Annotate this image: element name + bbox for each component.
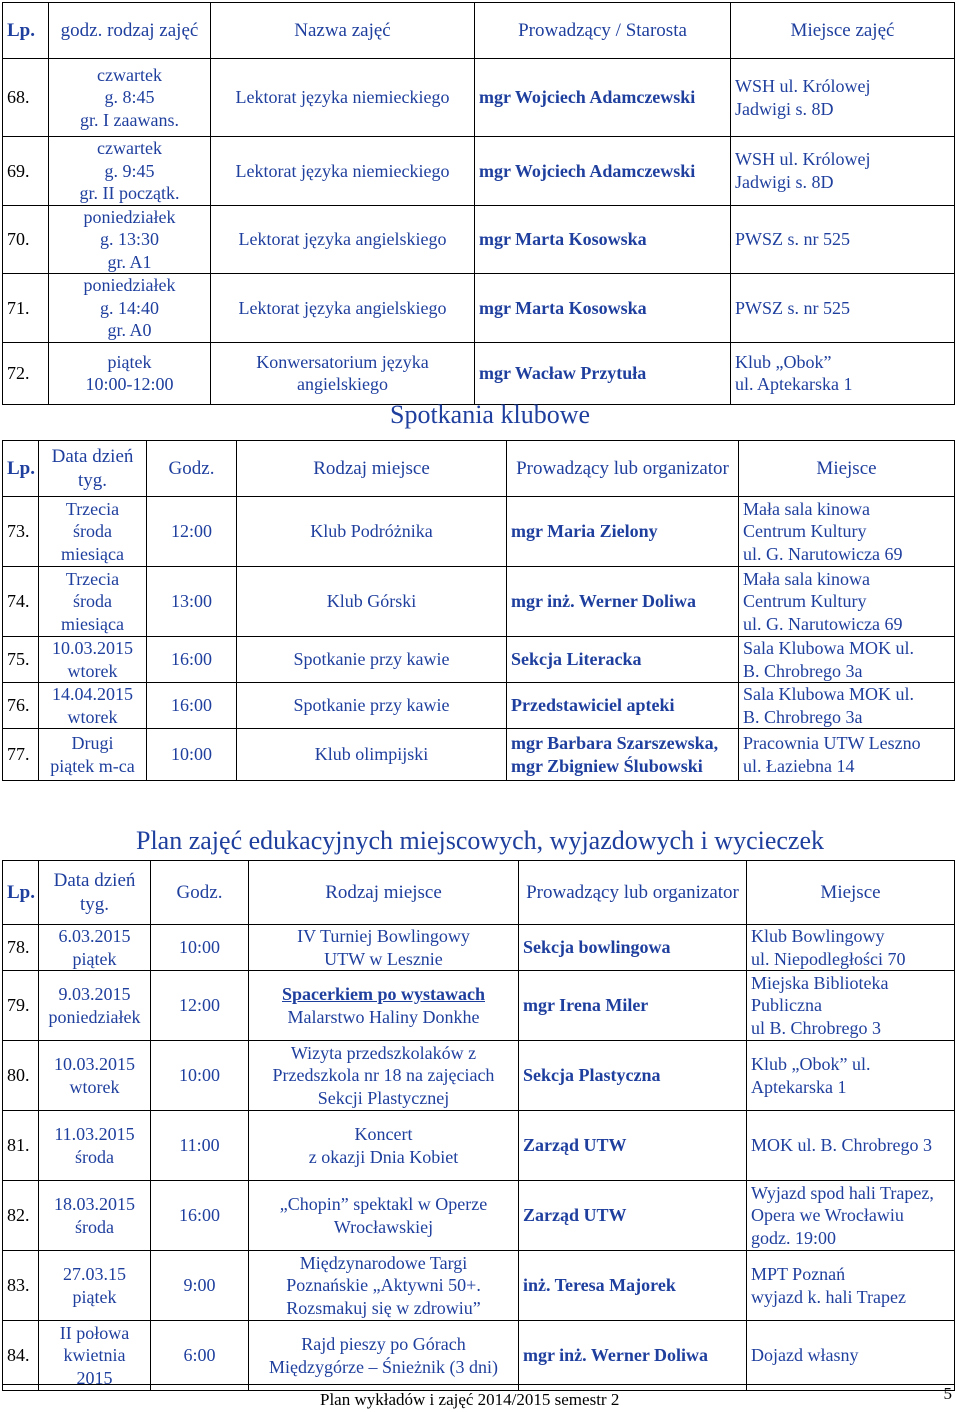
row-date-line: miesiąca [61,613,124,634]
row-when-line: gr. A0 [107,320,152,340]
row-place-line: Miejska Biblioteka [751,972,889,993]
row-course-name: Lektorat języka niemieckiego [211,137,475,206]
language-courses-table [2,2,955,405]
row-place [747,1111,955,1181]
row-when-line: poniedziałek [83,275,176,295]
row-kind [249,925,519,971]
row-when-line: g. 9:45 [104,160,155,181]
row-place-line: WSH ul. Królowej [735,76,871,96]
row-date [39,637,147,683]
row-date [39,1041,151,1111]
row-place-line: ul. Łaziebna 14 [743,755,855,776]
row-teacher: mgr Wacław Przytuła [475,342,731,404]
row-date-line: wtorek [67,706,118,727]
row-when-line: g. 14:40 [99,297,159,318]
table-row [3,1251,955,1321]
row-when-line: gr. A1 [107,251,152,272]
row-date-line: środa [73,521,112,542]
row-teacher: mgr Wojciech Adamczewski [475,59,731,137]
table-row [3,1181,955,1251]
row-time: 11:00 [151,1111,249,1181]
row-place-line: ul. G. Narutowicza 69 [743,613,903,634]
row-kind: Spotkanie przy kawie [237,637,507,683]
row-kind [249,1321,519,1391]
table-row [3,1111,955,1181]
row-date-line: II połowa [59,1322,130,1343]
row-date-line: kwietnia [63,1345,126,1366]
row-place-line: Jadwigi s. 8D [735,98,834,119]
row-kind-line: Rozsmakuj się w zdrowiu” [286,1297,481,1318]
header-kind: Rodzaj miejsce [249,861,519,925]
row-place-line: Sala Klubowa MOK ul. [743,638,914,658]
row-place [747,1251,955,1321]
row-kind-line: Poznańskie „Aktywni 50+. [286,1275,481,1296]
section-title-education-plan: Plan zajęć edukacyjnych miejscowych, wyjazdowych i wycieczek [136,826,824,855]
row-when-line: gr. I zaawans. [80,109,179,130]
row-place-line: MPT Poznań [751,1264,846,1284]
table-row [3,567,955,637]
row-kind-line: Wizyta przedszkolaków z [290,1042,477,1063]
row-place-line: PWSZ s. nr 525 [735,229,851,249]
row-place-line: Publiczna [751,995,822,1016]
row-organizer: Zarząd UTW [519,1181,747,1251]
row-when [49,274,211,343]
row-lp: 82. [3,1181,39,1251]
row-when-line: 10:00-12:00 [85,374,174,394]
row-place-line: Klub „Obok” [735,351,832,372]
row-place [731,137,955,206]
row-date-line: Trzecia [65,498,120,519]
row-kind-line: „Chopin” spektakl w Operze [279,1194,488,1214]
row-date-line: 18.03.2015 [54,1194,135,1214]
row-time: 10:00 [147,729,237,781]
row-place [739,683,955,729]
row-time: 10:00 [151,1041,249,1111]
table-row [3,274,955,343]
header-teacher: Prowadzący / Starosta [475,3,731,59]
header-org: Prowadzący lub organizator [519,861,747,925]
row-date-line: środa [73,591,112,612]
club-meetings-table [2,440,955,781]
row-date [39,1251,151,1321]
row-course-name: Lektorat języka angielskiego [211,274,475,343]
row-place-line: ul. Niepodległości 70 [751,948,906,969]
row-course-name: Konwersatorium języka angielskiego [211,342,475,404]
row-kind-line: Przedszkola nr 18 na zajęciach [272,1065,495,1086]
row-place [739,497,955,567]
row-kind-line: Spacerkiem po wystawach [282,984,485,1004]
row-lp: 74. [3,567,39,637]
table-row [3,1321,955,1391]
row-time: 10:00 [151,925,249,971]
header-place: Miejsce [747,861,955,925]
row-time: 9:00 [151,1251,249,1321]
row-date-line: 6.03.2015 [58,926,131,946]
row-when-line: g. 8:45 [104,87,155,108]
row-place-line: Klub Bowlingowy [751,926,885,946]
row-place-line: godz. 19:00 [751,1227,836,1248]
row-place [747,1321,955,1391]
row-date-line: 10.03.2015 [54,1054,135,1074]
row-place-line: Centrum Kultury [743,591,867,612]
row-kind-line: Międzygórze – Śnieżnik (3 dni) [269,1356,498,1377]
row-teacher: mgr Wojciech Adamczewski [475,137,731,206]
row-place [731,205,955,274]
page-number: 5 [943,1384,952,1403]
row-organizer-line: mgr Zbigniew Ślubowski [511,755,703,776]
row-time: 6:00 [151,1321,249,1391]
row-when-line: poniedziałek [83,206,176,227]
row-organizer [507,497,739,567]
table-row [3,729,955,781]
row-time: 16:00 [151,1181,249,1251]
row-course-name: Lektorat języka niemieckiego [211,59,475,137]
footer-divider [2,1384,954,1385]
row-place [739,729,955,781]
row-lp: 72. [3,342,49,404]
header-when: godz. rodzaj zajęć [49,3,211,59]
row-kind-line: Międzynarodowe Targi [299,1252,468,1273]
row-date-line: wtorek [69,1076,120,1097]
row-date-line: poniedziałek [48,1006,141,1027]
row-date-line: piątek [72,1286,117,1307]
row-place [731,59,955,137]
row-kind-line: Malarstwo Haliny Donkhe [287,1006,480,1027]
row-date-line: piątek [72,948,117,969]
education-trips-table [2,860,955,1391]
row-place-line: B. Chrobrego 3a [743,660,863,681]
row-organizer-line: mgr Barbara Szarszewska, [511,733,719,753]
row-date-line: środa [75,1216,114,1237]
row-place-line: Jadwigi s. 8D [735,171,834,192]
row-teacher: mgr Marta Kosowska [475,205,731,274]
row-place-line: ul B. Chrobrego 3 [751,1017,881,1038]
row-kind-line: Rajd pieszy po Górach [301,1334,466,1354]
row-place-line: ul. Aptekarska 1 [735,374,853,394]
row-lp: 79. [3,971,39,1041]
row-date [39,971,151,1041]
table-header-row [3,441,955,497]
row-when-line: czwartek [97,138,162,158]
table-row [3,637,955,683]
row-place-line: Centrum Kultury [743,521,867,542]
row-organizer-line: Przedstawiciel apteki [511,695,675,716]
table-row [3,59,955,137]
row-lp: 77. [3,729,39,781]
header-lp: Lp. [3,861,39,925]
row-date [39,729,147,781]
row-time: 16:00 [147,637,237,683]
row-place [731,274,955,343]
row-lp: 69. [3,137,49,206]
row-kind [249,1041,519,1111]
row-kind [249,1181,519,1251]
row-course-name: Lektorat języka angielskiego [211,205,475,274]
row-time: 16:00 [147,683,237,729]
row-place-line: Mała sala kinowa [743,498,870,519]
row-date [39,567,147,637]
row-place-line: Aptekarska 1 [751,1076,847,1097]
row-kind-line: Koncert [354,1124,413,1144]
row-lp: 80. [3,1041,39,1111]
row-lp: 81. [3,1111,39,1181]
row-date-line: Trzecia [65,568,120,589]
row-date-line: 27.03.15 [63,1264,126,1284]
header-place: Miejsce zajęć [731,3,955,59]
row-kind-line: IV Turniej Bowlingowy [297,926,470,946]
row-lp: 73. [3,497,39,567]
row-place [739,567,955,637]
row-place [747,971,955,1041]
row-place-line: Pracownia UTW Leszno [743,733,921,753]
row-kind: Klub Górski [237,567,507,637]
row-place-line: ul. G. Narutowicza 69 [743,543,903,564]
row-when [49,59,211,137]
row-lp: 84. [3,1321,39,1391]
row-kind [249,971,519,1041]
row-date-line: wtorek [67,660,118,681]
row-lp: 71. [3,274,49,343]
row-organizer [507,567,739,637]
row-when-line: czwartek [97,64,162,85]
row-kind-line: z okazji Dnia Kobiet [308,1146,459,1167]
row-place [747,1041,955,1111]
footer-text: Plan wykładów i zajęć 2014/2015 semestr 2 [320,1390,620,1409]
row-organizer: mgr Irena Miler [519,971,747,1041]
row-place [747,925,955,971]
row-place-line: wyjazd k. hali Trapez [751,1286,906,1307]
table-row [3,683,955,729]
row-kind: Klub olimpijski [237,729,507,781]
row-place [731,342,955,404]
row-date-line: miesiąca [61,543,124,564]
row-when-line: gr. II początk. [79,183,180,203]
row-date-line: środa [75,1146,114,1167]
row-date-line: 9.03.2015 [58,984,131,1004]
table-header-row [3,861,955,925]
row-date-line: 2015 [76,1367,113,1388]
table-row [3,205,955,274]
row-when [49,205,211,274]
row-organizer: mgr inż. Werner Doliwa [519,1321,747,1391]
table-row [3,925,955,971]
row-organizer: Sekcja Plastyczna [519,1041,747,1111]
row-organizer-line: mgr inż. Werner Doliwa [511,591,696,612]
row-lp: 75. [3,637,39,683]
row-lp: 78. [3,925,39,971]
row-organizer [507,729,739,781]
row-organizer: inż. Teresa Majorek [519,1251,747,1321]
row-time: 12:00 [151,971,249,1041]
table-row [3,1041,955,1111]
row-when-line: g. 13:30 [99,229,159,249]
row-organizer-line: Sekcja Literacka [511,649,642,670]
row-kind [249,1251,519,1321]
table-row [3,497,955,567]
row-place-line: Klub „Obok” ul. [751,1054,871,1074]
row-organizer: Sekcja bowlingowa [519,925,747,971]
header-name: Nazwa zajęć [211,3,475,59]
row-date [39,925,151,971]
section-title-club-meetings: Spotkania klubowe [389,400,591,429]
header-lp: Lp. [3,441,39,497]
row-place [747,1181,955,1251]
table-row [3,971,955,1041]
table-header-row [3,3,955,59]
row-place-line: MOK ul. B. Chrobrego 3 [751,1135,932,1156]
row-place-line: Opera we Wrocławiu [751,1205,904,1226]
row-time: 12:00 [147,497,237,567]
header-lp: Lp. [3,3,49,59]
row-date [39,497,147,567]
row-organizer: Zarząd UTW [519,1111,747,1181]
row-date-line: 14.04.2015 [52,684,133,704]
row-date-line: Drugi [71,733,114,753]
row-place [739,637,955,683]
row-date [39,1181,151,1251]
header-date: Data dzień tyg. [39,861,151,925]
row-place-line: Sala Klubowa MOK ul. [743,684,914,704]
row-date-line: 10.03.2015 [52,638,133,658]
row-when [49,137,211,206]
header-org: Prowadzący lub organizator [507,441,739,497]
row-place-line: WSH ul. Królowej [735,149,871,170]
row-kind [249,1111,519,1181]
row-date-line: 11.03.2015 [54,1124,135,1144]
table-row [3,342,955,404]
row-place-line: Dojazd własny [751,1345,859,1366]
header-place: Miejsce [739,441,955,497]
row-lp: 83. [3,1251,39,1321]
row-place-line: B. Chrobrego 3a [743,706,863,727]
row-date [39,1321,151,1391]
row-teacher: mgr Marta Kosowska [475,274,731,343]
header-time: Godz. [151,861,249,925]
row-date-line: piątek m-ca [50,755,135,776]
row-when [49,342,211,404]
header-date: Data dzień tyg. [39,441,147,497]
row-kind-line: UTW w Lesznie [324,948,443,969]
row-organizer-line: mgr Maria Zielony [511,521,658,542]
row-date [39,683,147,729]
row-place-line: PWSZ s. nr 525 [735,297,851,318]
row-lp: 68. [3,59,49,137]
row-organizer [507,637,739,683]
header-kind: Rodzaj miejsce [237,441,507,497]
row-lp: 70. [3,205,49,274]
row-kind-line: Wrocławskiej [333,1216,434,1237]
header-time: Godz. [147,441,237,497]
row-organizer [507,683,739,729]
row-place-line: Mała sala kinowa [743,568,870,589]
row-kind: Spotkanie przy kawie [237,683,507,729]
row-place-line: Wyjazd spod hali Trapez, [751,1182,934,1203]
table-row [3,137,955,206]
row-date [39,1111,151,1181]
row-lp: 76. [3,683,39,729]
row-when-line: piątek [107,351,152,372]
row-time: 13:00 [147,567,237,637]
row-kind-line: Sekcji Plastycznej [317,1087,450,1108]
row-kind: Klub Podróżnika [237,497,507,567]
